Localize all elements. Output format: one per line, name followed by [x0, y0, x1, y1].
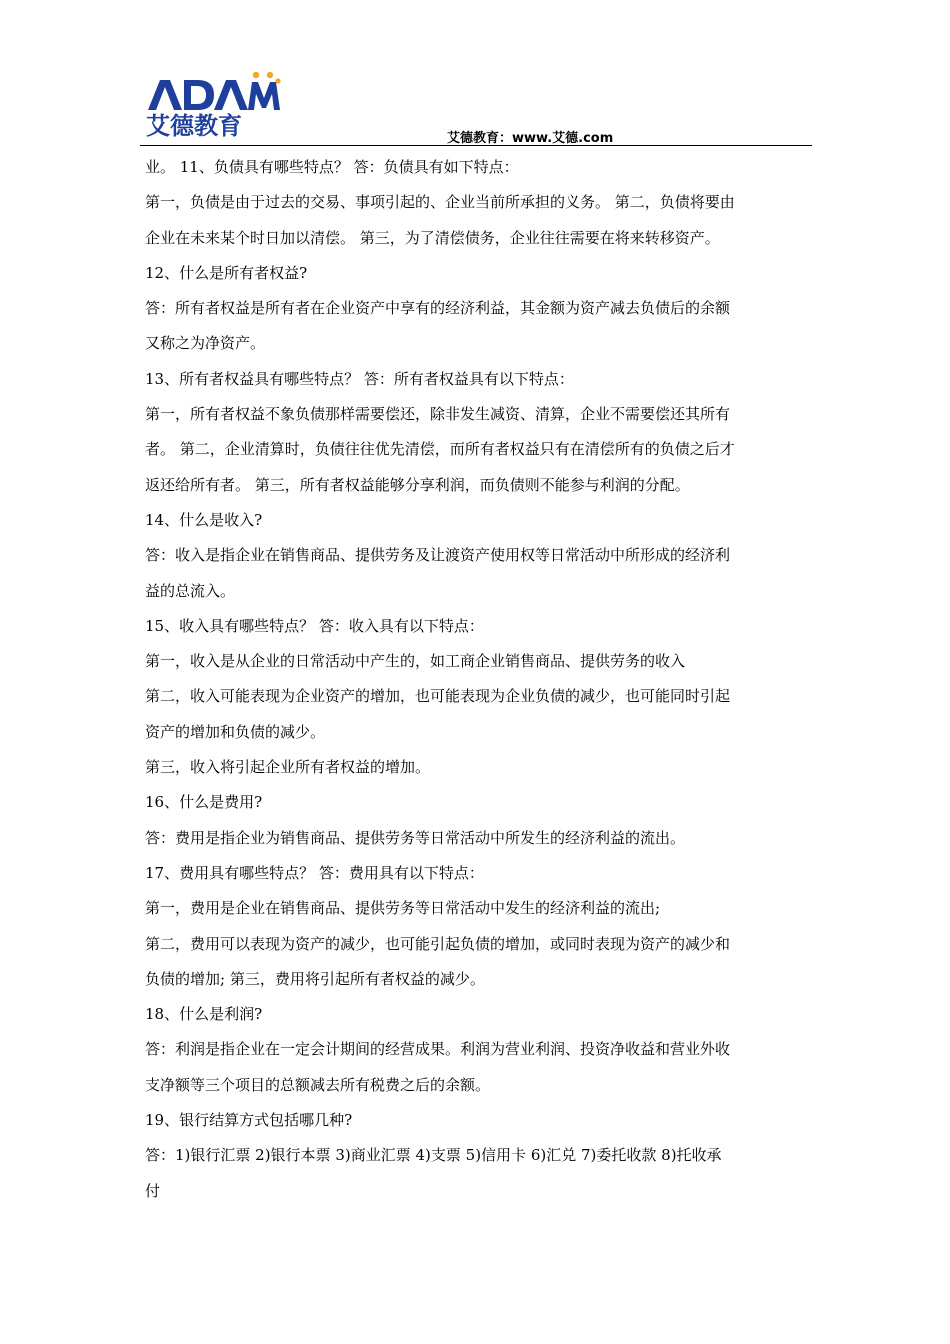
question-heading: 16、什么是费用?	[145, 793, 263, 812]
question-heading: 12、什么是所有者权益?	[145, 263, 308, 282]
text-line: 又称之为净资产。	[145, 334, 266, 353]
document-body	[145, 150, 813, 1209]
text-line: 返还给所有者。 第三，所有者权益能够分享利润，而负债则不能参与利润的分配。	[145, 475, 690, 494]
text-line: 答：费用是指企业为销售商品、提供劳务等日常活动中所发生的经济利益的流出。	[145, 828, 686, 847]
text-line: 答：收入是指企业在销售商品、提供劳务及让渡资产使用权等日常活动中所形成的经济利	[145, 546, 731, 565]
text-line: 第一，负债是由于过去的交易、事项引起的、企业当前所承担的义务。 第二，负债将要由	[145, 193, 735, 212]
question-heading: 15、收入具有哪些特点？ 答：收入具有以下特点：	[145, 616, 484, 635]
text-line: 业。 11、负债具有哪些特点？ 答：负债具有如下特点：	[145, 158, 519, 176]
text-line: 答：利润是指企业在一定会计期间的经营成果。利润为营业利润、投资净收益和营业外收	[145, 1040, 731, 1059]
text-line: 第二，收入可能表现为企业资产的增加，也可能表现为企业负债的减少，也可能同时引起	[145, 687, 731, 706]
text-line: 者。 第二，企业清算时，负债往往优先清偿，而所有者权益只有在清偿所有的负债之后才	[145, 440, 735, 459]
question-heading: 19、银行结算方式包括哪几种?	[145, 1111, 353, 1130]
question-heading: 17、费用具有哪些特点？ 答：费用具有以下特点：	[145, 863, 484, 882]
site-label: 艾德教育：www.艾德.com	[447, 131, 614, 146]
text-line: 负债的增加; 第三，费用将引起所有者权益的减少。	[145, 969, 485, 988]
text-line: 企业在未来某个时日加以清偿。 第三，为了清偿债务，企业往往需要在将来转移资产。	[145, 228, 720, 247]
text-line: 答：1)银行汇票 2)银行本票 3)商业汇票 4)支票 5)信用卡 6)汇兑 7)委托收款 8)托收承	[145, 1146, 722, 1165]
text-line: 支净额等三个项目的总额减去所有税费之后的余额。	[145, 1075, 491, 1094]
text-line: 答：所有者权益是所有者在企业资产中享有的经济利益，其金额为资产减去负债后的余额	[145, 299, 731, 318]
text-line: 益的总流入。	[145, 581, 236, 600]
page-header	[0, 0, 950, 150]
question-heading: 14、什么是收入?	[145, 510, 263, 529]
text-line: 付	[145, 1181, 161, 1200]
text-line: 第三，收入将引起企业所有者权益的增加。	[145, 758, 431, 777]
text-line: 第一，所有者权益不象负债那样需要偿还，除非发生减资、清算，企业不需要偿还其所有	[145, 405, 731, 424]
header-divider	[140, 145, 812, 146]
question-heading: 18、什么是利润?	[145, 1005, 263, 1024]
text-line: 第一，收入是从企业的日常活动中产生的，如工商企业销售商品、提供劳务的收入	[145, 652, 686, 671]
question-heading: 13、所有者权益具有哪些特点？ 答：所有者权益具有以下特点：	[145, 369, 574, 388]
adam-logo	[146, 70, 286, 138]
text-line: 第二，费用可以表现为资产的减少，也可能引起负债的增加，或同时表现为资产的减少和	[145, 934, 731, 953]
logo-subtext: 艾德教育	[146, 112, 242, 138]
text-line: 第一，费用是企业在销售商品、提供劳务等日常活动中发生的经济利益的流出;	[145, 899, 661, 918]
text-line: 资产的增加和负债的减少。	[145, 722, 326, 741]
